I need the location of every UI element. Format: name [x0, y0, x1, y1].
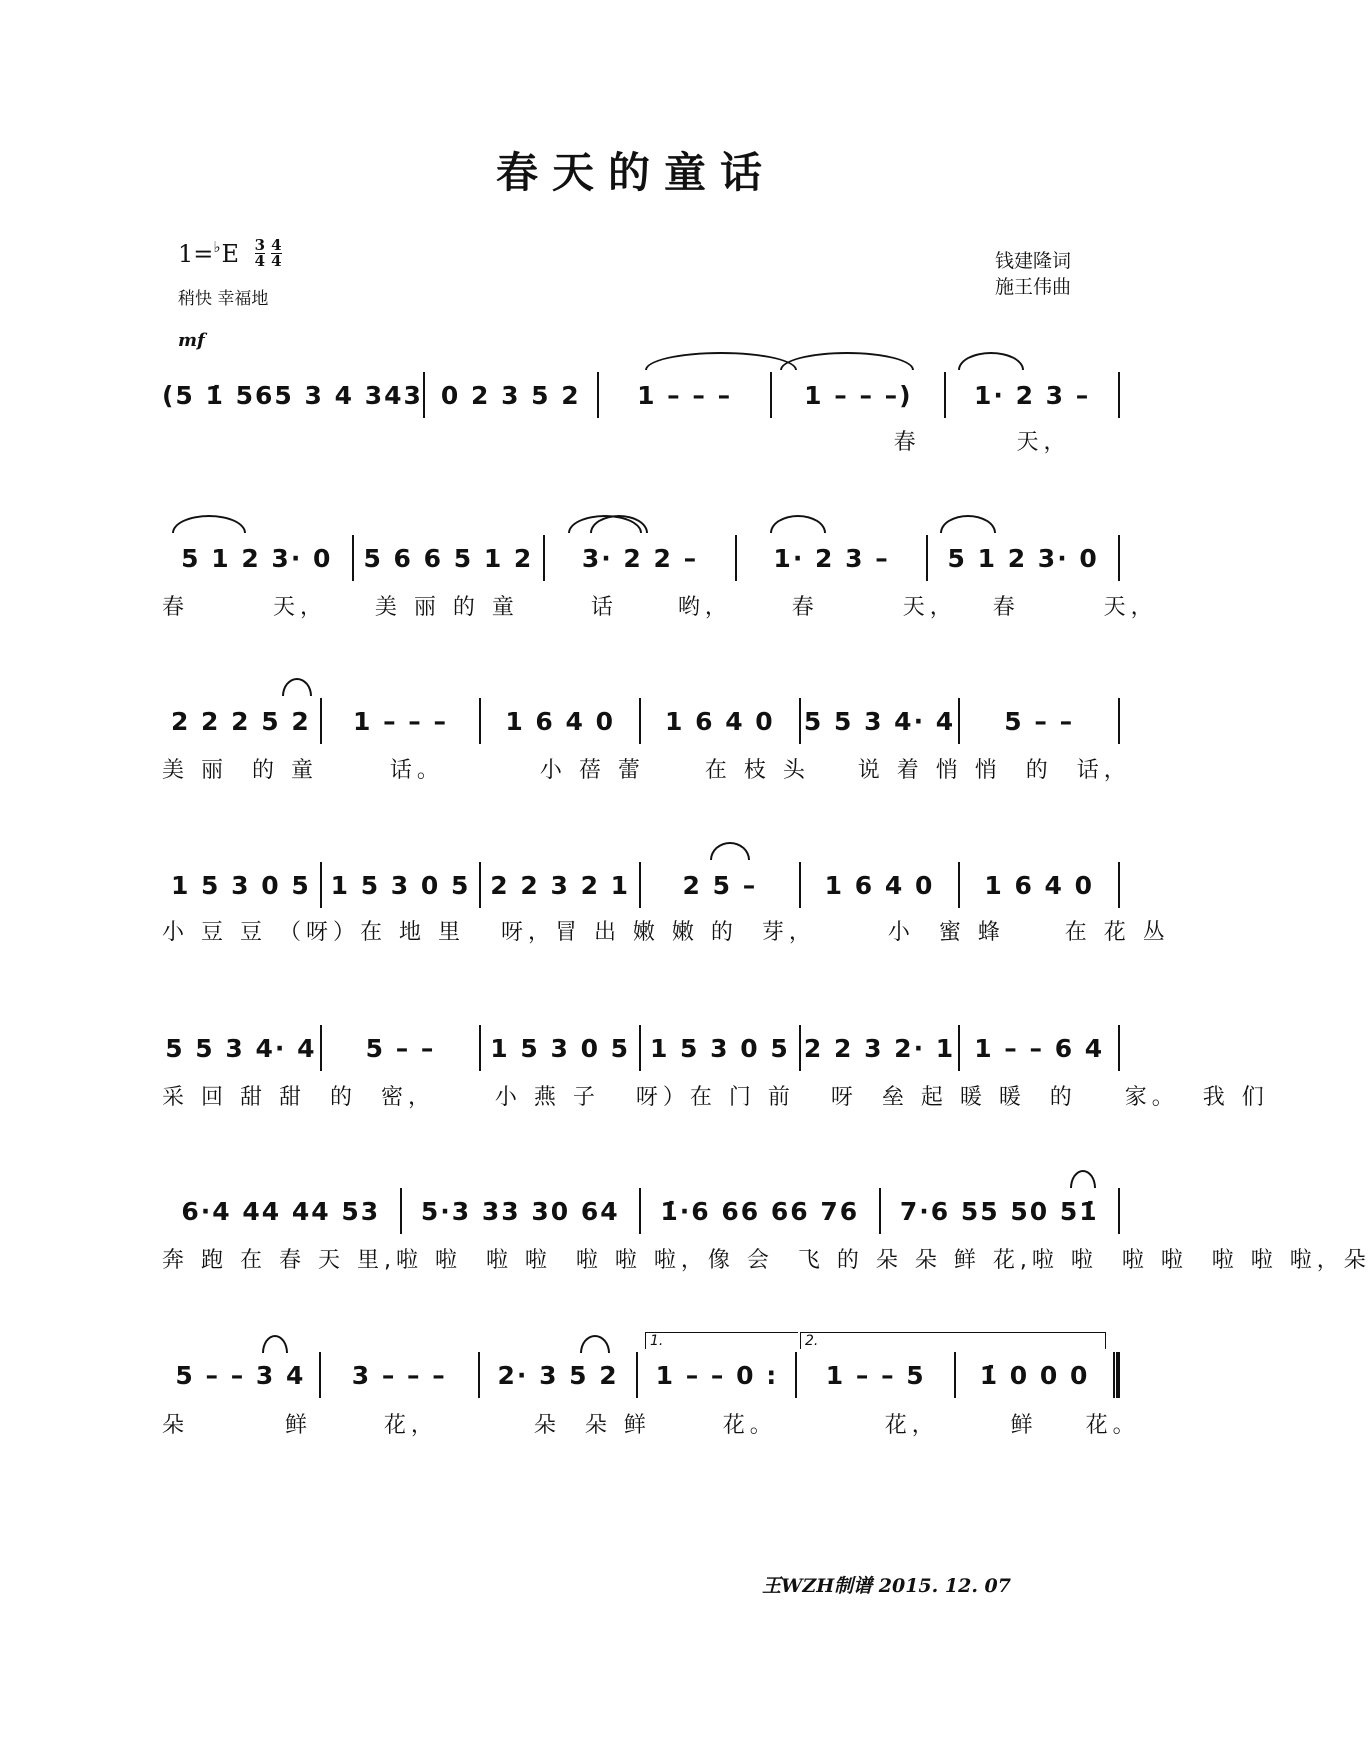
measure: 2 2 3 2 1: [490, 870, 631, 900]
measure: 1· 2 3 –: [773, 543, 890, 573]
measure: 5 1 2 3· 0: [947, 543, 1099, 573]
measure: 1 5 3 0 5: [490, 1033, 631, 1063]
slur-mark: [580, 1335, 610, 1353]
measure: 7·6 55 50 51̇: [899, 1196, 1099, 1226]
time-a-numerator: 3: [254, 236, 266, 254]
measure: 1 6 4 0: [665, 706, 775, 736]
final-barline: [1113, 1352, 1120, 1398]
measure: 5 5 3 4· 4: [165, 1033, 317, 1063]
lyrics-line: 奔 跑 在 春 天 里,啦 啦 啦 啦 啦 啦 啦，像 会 飞 的 朵 朵 鲜 花,啦 啦 啦 啦 啦 啦 啦，朵: [162, 1248, 1371, 1273]
lyrics-line: 春 天，: [162, 430, 1071, 455]
measure: 0 2 3 5 2: [440, 380, 581, 410]
lyrics-line: 采 回 甜 甜 的 密， 小 燕 子 呀）在 门 前 呀 垒 起 暖 暖 的 家。 我 们: [162, 1085, 1269, 1110]
volta-second-ending: 2.: [800, 1332, 1106, 1349]
lyricist-credit: 钱建隆词: [995, 250, 1072, 272]
measure: 1 6 4 0: [505, 706, 616, 736]
lyrics-line: 小 豆 豆 （呀）在 地 里 呀，冒 出 嫩 嫩 的 芽， 小 蜜 蜂 在 花 丛: [162, 920, 1170, 945]
notation-row: [162, 698, 1120, 744]
slur-mark: [282, 678, 312, 696]
measure: 1 5 3 0 5: [170, 870, 311, 900]
measure: 5 6 6 5 1 2: [363, 543, 534, 573]
arranger-credit: 王WZH制谱 2015. 12. 07: [762, 1575, 1011, 1597]
measure: 5 5 3 4· 4: [803, 706, 956, 736]
measure: 2 2 2 5 2: [170, 706, 311, 736]
barline: [1118, 698, 1120, 744]
notation-row: [162, 372, 1120, 418]
notation-row: [162, 1352, 1120, 1398]
tempo-marking: 稍快 幸福地: [178, 289, 269, 309]
measure: 5 – –: [365, 1033, 436, 1063]
slur-mark: [645, 352, 797, 370]
slur-mark: [958, 352, 1024, 370]
slur-mark: [172, 515, 246, 533]
measure: 1̇·6 66 66 76: [660, 1196, 860, 1226]
barline: [1118, 372, 1120, 418]
measure: 2 2 3 2· 1: [803, 1033, 956, 1063]
slur-mark: [940, 515, 996, 533]
composer-credit: 施王伟曲: [995, 276, 1072, 298]
measure: 6·4 44 44 53: [181, 1196, 381, 1226]
page-title: 春天的童话: [495, 148, 776, 197]
volta-first-ending: 1.: [645, 1332, 798, 1349]
measure: 5 – –: [1004, 706, 1075, 736]
lyrics-line: 朵 鲜 花， 朵 朵 鲜 花。 花， 鲜 花。: [162, 1413, 1140, 1438]
measure: 1 – – 0 :: [655, 1360, 779, 1390]
time-signature-b: [271, 238, 281, 269]
measure: 2 5 –: [682, 870, 758, 900]
key-signature: [178, 238, 282, 269]
notation-row: [162, 1188, 1120, 1234]
measure: 3 – – –: [351, 1360, 447, 1390]
notation-row: [162, 535, 1120, 581]
barline: [1118, 1025, 1120, 1071]
measure: 1 – – –): [804, 380, 913, 410]
barline: [1118, 535, 1120, 581]
measure: 1̇ 0 0 0: [979, 1360, 1090, 1390]
notation-row: [162, 862, 1120, 908]
measure: 3· 2 2 –: [581, 543, 699, 573]
time-a-denominator: 4: [254, 252, 266, 270]
measure: 5 1 2 3· 0: [181, 543, 333, 573]
measure: 1 5 3 0 5: [330, 870, 471, 900]
slur-mark: [780, 352, 914, 370]
lyrics-line: 美 丽 的 童 话。 小 蓓 蕾 在 枝 头 说 着 悄 悄 的 话，: [162, 758, 1131, 783]
slur-mark: [710, 842, 750, 860]
time-b-denominator: 4: [271, 252, 282, 270]
measure: 1· 2 3 –: [973, 380, 1091, 410]
measure: 1 5 3 0 5: [649, 1033, 790, 1063]
measure: 1 – – –: [353, 706, 449, 736]
measure: 2· 3 5 2: [497, 1360, 619, 1390]
notation-row: [162, 1025, 1120, 1071]
flat-symbol: ♭: [213, 238, 221, 256]
lyrics-line: 春 天， 美 丽 的 童 话 哟， 春 天， 春 天，: [162, 595, 1158, 620]
measure: 1 6 4 0: [984, 870, 1095, 900]
time-signature-a: [255, 238, 265, 269]
measure: 1 – – 5: [825, 1360, 926, 1390]
barline: [1118, 862, 1120, 908]
measure: 1 – – 6 4: [974, 1033, 1105, 1063]
key-label: 1=: [178, 240, 214, 268]
slur-mark: [770, 515, 826, 533]
slur-mark: [262, 1335, 288, 1353]
time-b-numerator: 4: [271, 236, 282, 254]
measure: 1 – – –: [637, 380, 733, 410]
dynamic-marking: mf: [178, 330, 205, 351]
measure: (5 1̇ 565 3 4 343: [162, 380, 423, 410]
measure: 5·3 33 30 64: [420, 1196, 620, 1226]
barline: [1118, 1188, 1120, 1234]
measure: 1 6 4 0: [824, 870, 935, 900]
slur-mark: [1070, 1170, 1096, 1188]
key-note: E: [221, 240, 239, 268]
measure: 5 – – 3 4: [175, 1360, 306, 1390]
